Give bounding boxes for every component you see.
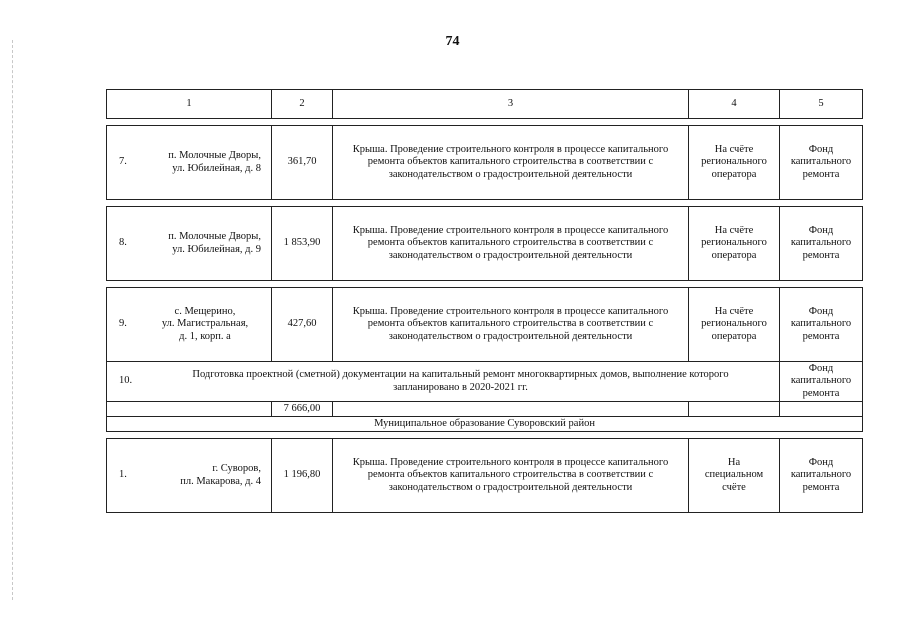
address-line: пл. Макарова, д. 4: [180, 475, 261, 487]
row-number: 10.: [119, 375, 133, 387]
header-cell: 5: [780, 90, 863, 119]
total-row: [107, 402, 863, 417]
header-cell: 4: [689, 90, 780, 119]
area-cell: 361,70: [272, 126, 333, 200]
address-line: с. Мещерино,: [174, 305, 236, 317]
account-cell: [689, 439, 780, 513]
fund-line: капитального: [790, 237, 852, 249]
account-line: На счёте: [714, 305, 754, 317]
account-line: оператора: [711, 168, 757, 180]
fund-line: Фонд: [808, 305, 834, 317]
work-cell: Крыша. Проведение строительного контроля в процессе капитального ремонта объектов капитального строительства в соответствии с законодательством о градостроительной деятельности: [333, 288, 689, 362]
municipality-row: [107, 417, 863, 432]
fund-line: Фонд: [808, 224, 834, 236]
address-line: д. 1, корп. а: [179, 330, 231, 342]
account-line: счёте: [722, 481, 746, 493]
fund-cell: [780, 439, 863, 513]
page-number: 74: [445, 34, 460, 49]
row-number: 1.: [119, 469, 127, 481]
table-row: [107, 288, 863, 362]
row-number: 7.: [119, 156, 127, 168]
fund-line: капитального: [790, 469, 852, 481]
address-line: п. Молочные Дворы,: [168, 231, 261, 242]
table-row: [107, 126, 863, 200]
table-row: [107, 207, 863, 281]
fund-line: капитального: [790, 156, 852, 168]
table-gap: [107, 200, 863, 207]
fund-line: ремонта: [802, 168, 840, 180]
fund-line: ремонта: [802, 249, 840, 261]
repair-plan-table: [106, 89, 863, 513]
fund-cell: [780, 207, 863, 281]
table-gap: [107, 432, 863, 439]
scan-edge-line: [12, 40, 13, 600]
work-cell: Крыша. Проведение строительного контроля в процессе капитального ремонта объектов капитального строительства в соответствии с законодательством о градостроительной деятельности: [333, 126, 689, 200]
account-cell: [689, 126, 780, 200]
table-row: [107, 439, 863, 513]
fund-line: капитального: [790, 375, 852, 387]
account-line: регионального: [701, 318, 767, 330]
table-header-row: [107, 90, 863, 119]
fund-line: капитального: [790, 318, 852, 330]
address-line: ул. Юбилейная, д. 9: [172, 243, 261, 255]
fund-line: ремонта: [802, 387, 840, 399]
address-line: п. Молочные Дворы,: [168, 150, 261, 161]
area-cell: 427,60: [272, 288, 333, 362]
account-line: оператора: [711, 330, 757, 342]
row-number: 8.: [119, 237, 127, 249]
header-cell: 1: [107, 90, 272, 119]
design-docs-cell: [107, 362, 780, 402]
account-line: На счёте: [714, 224, 754, 236]
address-cell: [107, 439, 272, 513]
account-line: На счёте: [714, 143, 754, 155]
address-line: ул. Магистральная,: [161, 318, 249, 330]
fund-cell: [780, 362, 863, 402]
account-line: оператора: [711, 249, 757, 261]
fund-line: ремонта: [802, 330, 840, 342]
account-cell: [689, 207, 780, 281]
address-cell: [107, 126, 272, 200]
address-line: г. Суворов,: [212, 463, 261, 474]
account-line: регионального: [701, 237, 767, 249]
fund-line: Фонд: [808, 143, 834, 155]
header-cell: 3: [333, 90, 689, 119]
work-cell: Крыша. Проведение строительного контроля в процессе капитального ремонта объектов капитального строительства в соответствии с законодательством о градостроительной деятельности: [333, 207, 689, 281]
address-cell: [107, 288, 272, 362]
table-gap: [107, 119, 863, 126]
design-docs-text: Подготовка проектной (сметной) документации на капитальный ремонт многоквартирных домов, выполнение которого запланировано в 2020-2021 гг.: [192, 369, 729, 393]
account-line: регионального: [701, 156, 767, 168]
address-line: ул. Юбилейная, д. 8: [172, 162, 261, 174]
area-cell: 1 196,80: [272, 439, 333, 513]
fund-cell: [780, 126, 863, 200]
fund-line: ремонта: [802, 481, 840, 493]
address-cell: [107, 207, 272, 281]
municipality-title: Муниципальное образование Суворовский район: [107, 417, 863, 432]
table-row: [107, 362, 863, 402]
table-gap: [107, 281, 863, 288]
row-number: 9.: [119, 318, 127, 330]
account-cell: [689, 288, 780, 362]
total-area: 7 666,00: [272, 402, 333, 417]
work-cell: Крыша. Проведение строительного контроля в процессе капитального ремонта объектов капитального строительства в соответствии с законодательством о градостроительной деятельности: [333, 439, 689, 513]
account-line: специальном: [704, 469, 764, 481]
header-cell: 2: [272, 90, 333, 119]
fund-line: Фонд: [808, 456, 834, 468]
fund-cell: [780, 288, 863, 362]
account-line: На: [727, 456, 741, 468]
fund-line: Фонд: [808, 362, 834, 374]
area-cell: 1 853,90: [272, 207, 333, 281]
